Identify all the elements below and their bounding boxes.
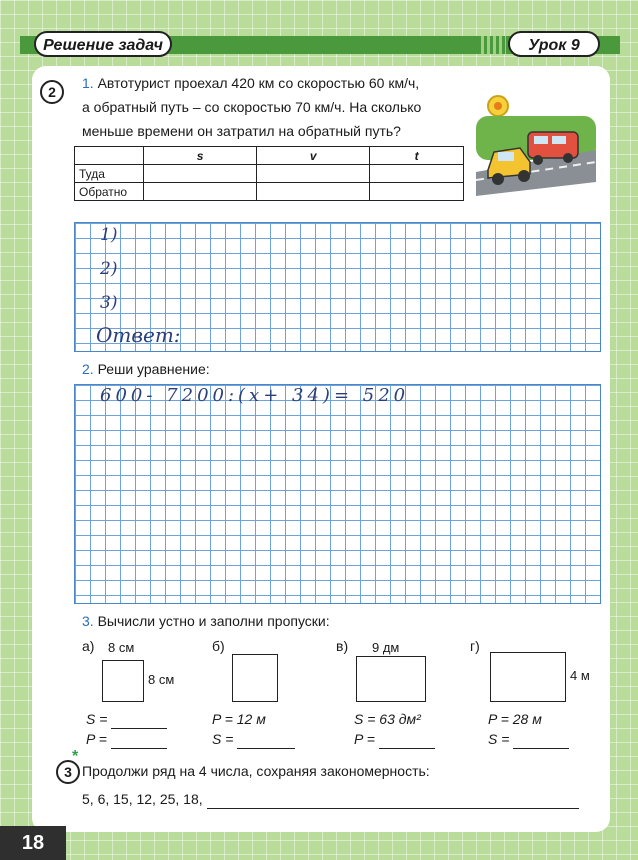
table-cell[interactable]: [370, 165, 464, 183]
item-b-square: [232, 654, 278, 702]
task-3-sequence-row: [82, 789, 579, 809]
item-g-side-dimension: 4 м: [570, 668, 590, 683]
problem-1-line-2: а обратный путь – со скоростью 70 км/ч. На сколько: [82, 99, 422, 115]
item-b-label: б): [212, 638, 225, 654]
item-a-top-dimension: 8 см: [108, 640, 135, 655]
table-row-label: Туда: [75, 165, 144, 183]
item-v-formula-1: S = 63 дм²: [354, 711, 421, 727]
star-icon: *: [72, 748, 79, 765]
item-g-rectangle: [490, 652, 566, 702]
problem-1-line-1: Автотурист проехал 420 км со скоростью 60 км/ч,: [97, 75, 420, 91]
table-header-empty: [75, 147, 144, 165]
task-3-sequence: 5, 6, 15, 12, 25, 18,: [82, 791, 203, 807]
problem-2-instruction: Реши уравнение:: [97, 361, 210, 377]
sequence-answer-blank[interactable]: [207, 808, 579, 809]
problem-3-number: 3.: [82, 613, 94, 629]
item-v-rectangle: [356, 656, 426, 702]
problem-1-line-3: меньше времени он затратил на обратный путь?: [82, 123, 401, 139]
lesson-label: Урок 9: [508, 31, 600, 57]
problem-2-text: [82, 359, 210, 379]
page-number: 18: [0, 826, 66, 860]
table-header-s: s: [144, 147, 257, 165]
table-cell[interactable]: [257, 183, 370, 201]
item-a-formula-1: [86, 709, 167, 729]
table-cell[interactable]: [257, 165, 370, 183]
item-v-line-2: P =: [354, 731, 375, 747]
item-a-label: а): [82, 638, 95, 654]
problem-3-instruction: Вычисли устно и заполни пропуски:: [97, 613, 330, 629]
answer-blank[interactable]: [513, 748, 569, 749]
task-3-instruction: Продолжи ряд на 4 числа, сохраняя закономерность:: [82, 763, 430, 779]
answer-blank[interactable]: [379, 748, 435, 749]
distance-table: [74, 146, 464, 201]
item-b-formula-1: P = 12 м: [212, 711, 266, 727]
table-cell[interactable]: [144, 183, 257, 201]
problem-1-text: [82, 73, 419, 93]
handwritten-equation: 600- 7200:(x+ 34)= 520: [100, 385, 410, 406]
problem-2-number: 2.: [82, 361, 94, 377]
answer-blank[interactable]: [237, 748, 295, 749]
table-cell[interactable]: [144, 165, 257, 183]
table-header-v: v: [257, 147, 370, 165]
table-row-label: Обратно: [75, 183, 144, 201]
item-b-formula-2: [212, 729, 295, 749]
item-v-label: в): [336, 638, 349, 654]
handwriting-answer: Ответ:: [96, 323, 181, 347]
task-number-circle: 2: [40, 80, 64, 104]
grid-area-2[interactable]: [74, 384, 601, 604]
answer-blank[interactable]: [111, 748, 167, 749]
item-g-line-2: S =: [488, 731, 510, 747]
item-g-formula-2: [488, 729, 569, 749]
item-g-label: г): [470, 638, 480, 654]
item-v-formula-2: [354, 729, 435, 749]
item-b-line-2: S =: [212, 731, 234, 747]
item-a-line-1: S =: [86, 711, 108, 727]
item-a-line-2: P =: [86, 731, 107, 747]
item-v-top-dimension: 9 дм: [372, 640, 400, 655]
header-stripes: [478, 36, 506, 54]
table-header-t: t: [370, 147, 464, 165]
item-a-formula-2: [86, 729, 167, 749]
handwriting-step-1: 1): [100, 225, 118, 245]
handwriting-step-3: 3): [100, 293, 118, 313]
item-a-side-dimension: 8 см: [148, 672, 175, 687]
task-number-circle: 3: [56, 760, 80, 784]
item-g-formula-1: P = 28 м: [488, 711, 542, 727]
table-cell[interactable]: [370, 183, 464, 201]
problem-3-text: [82, 611, 330, 631]
item-a-square: [102, 660, 144, 702]
section-title: Решение задач: [34, 31, 172, 57]
handwriting-step-2: 2): [100, 259, 118, 279]
car-illustration: [476, 92, 596, 196]
problem-1-number: 1.: [82, 75, 94, 91]
